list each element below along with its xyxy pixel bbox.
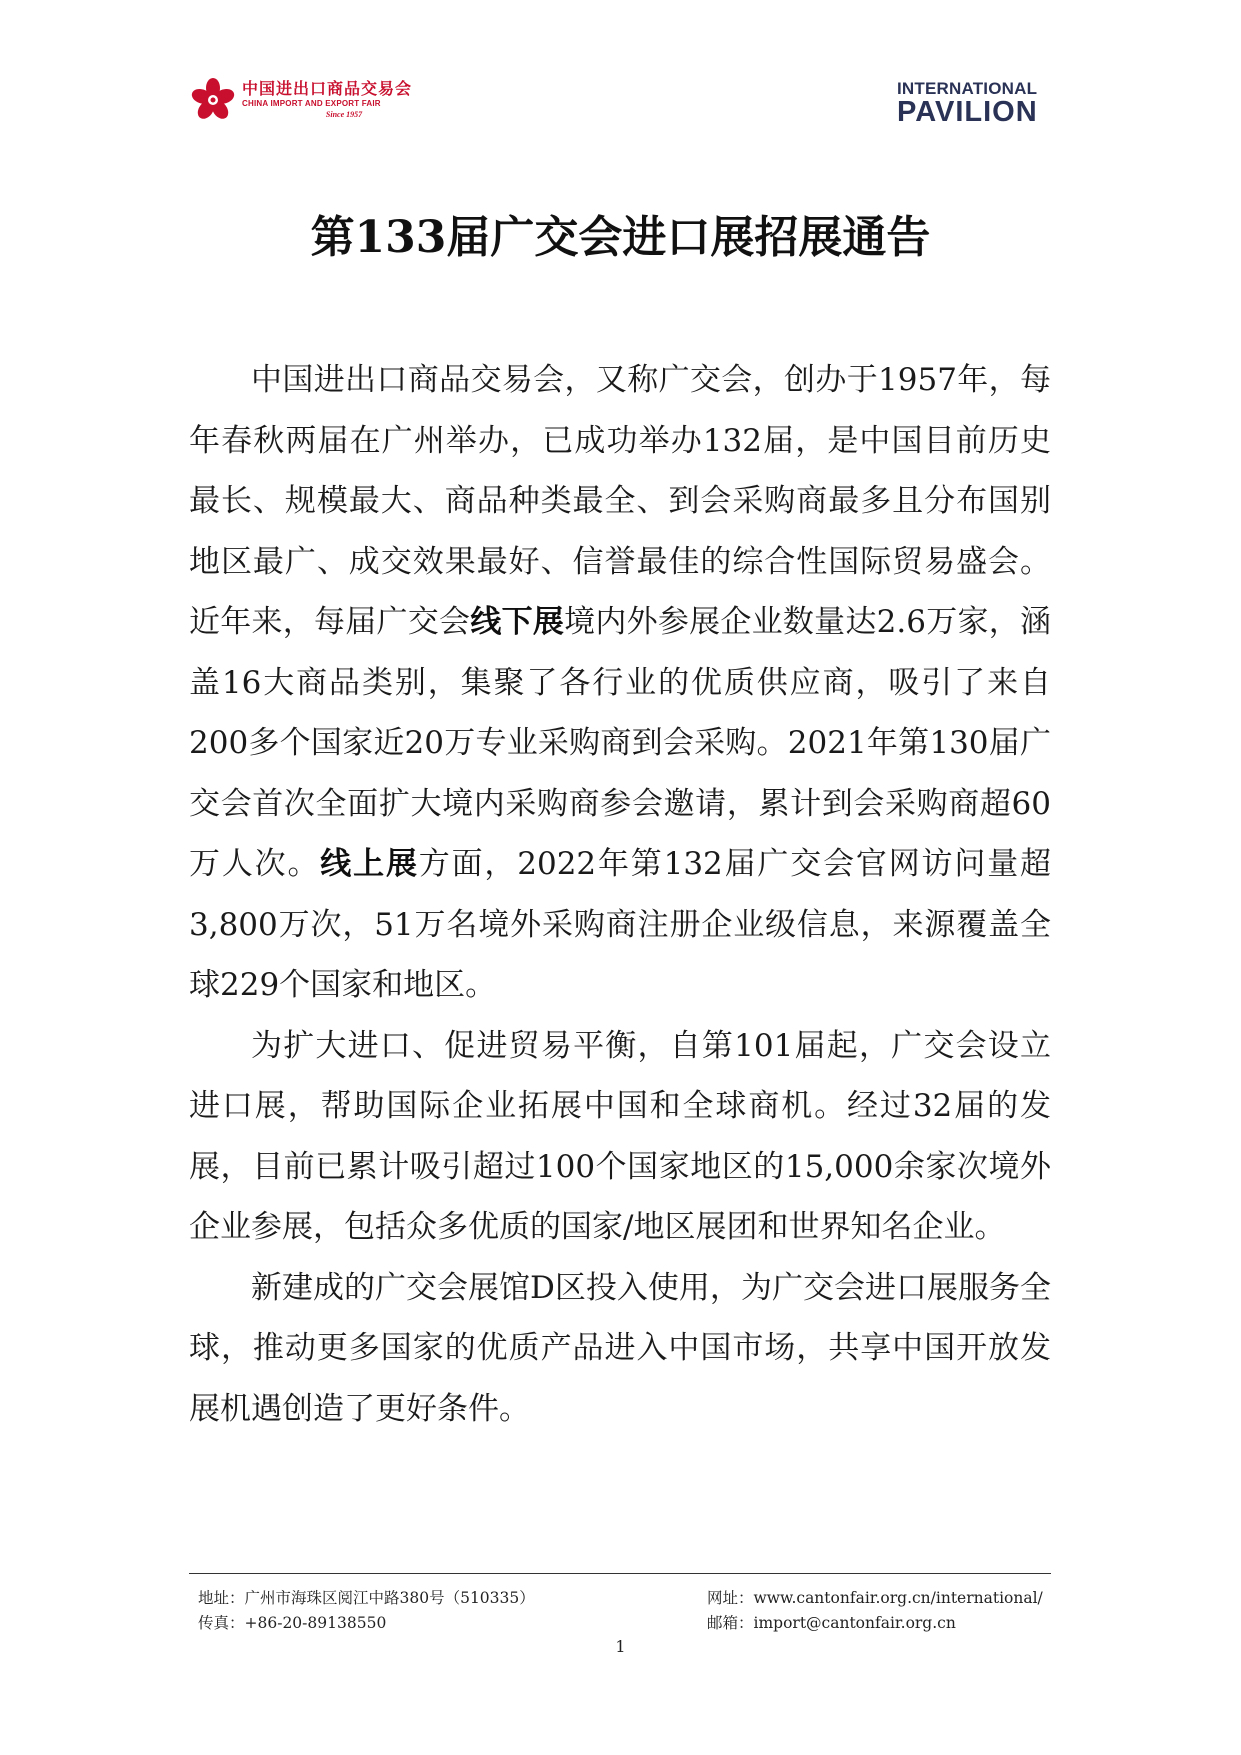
paragraph-intro: [189, 350, 1051, 1016]
page-header: [0, 0, 1241, 150]
kapok-flower-icon: [190, 77, 236, 123]
online-exhibition-emphasis: 线上展: [320, 846, 419, 882]
footer-divider: [189, 1573, 1051, 1574]
international-pavilion-logo: [897, 80, 1047, 127]
logo-chinese-name: 中国进出口商品交易会: [242, 79, 413, 98]
logo-pavilion: PAVILION: [897, 96, 1038, 128]
offline-exhibition-emphasis: 线下展: [470, 604, 565, 640]
paragraph-zone-d: 新建成的广交会展馆D区投入使用，为广交会进口展服务全球，推动更多国家的优质产品进入中国市场，共享中国开放发展机遇创造了更好条件。: [189, 1269, 1051, 1427]
logo-english-name: CHINA IMPORT AND EXPORT FAIR: [242, 99, 381, 108]
page-number: 1: [615, 1637, 626, 1656]
document-body: [189, 350, 1051, 1439]
paragraph-intro-part2: 境内外参展企业数量达2.6万家，涵盖16大商品类别，集聚了各行业的优质供应商，吸引了来自200多个国家近20万专业采购商到会采购。2021年第130届广交会首次全面扩大境内采购商参会邀请，累计到会采购商超60万人次。: [189, 604, 1052, 882]
footer-address: 地址：广州市海珠区阅江中路380号（510335）: [198, 1589, 535, 1607]
footer-fax: 传真：+86-20-89138550: [198, 1614, 387, 1632]
paragraph-import-pavilion: 为扩大进口、促进贸易平衡，自第101届起，广交会设立进口展，帮助国际企业拓展中国和全球商机。经过32届的发展，目前已累计吸引超过100个国家地区的15,000余家次境外企业参展，包括众多优质的国家/地区展团和世界知名企业。: [189, 1027, 1051, 1245]
footer-email: 邮箱：import@cantonfair.org.cn: [707, 1614, 956, 1632]
footer-website: 网址：www.cantonfair.org.cn/international/: [707, 1589, 1043, 1607]
paragraph-intro-part3: 方面，2022年第132届广交会官网访问量超3,800万次，51万名境外采购商注册企业级信息，来源覆盖全球229个国家和地区。: [189, 846, 1052, 1003]
logo-since: Since 1957: [325, 110, 363, 119]
canton-fair-logo: [190, 72, 412, 128]
document-title: 第133届广交会进口展招展通告: [310, 212, 931, 263]
paragraph-intro-part1: 中国进出口商品交易会，又称广交会，创办于1957年，每年春秋两届在广州举办，已成功举办132届，是中国目前历史最长、规模最大、商品种类最全、到会采购商最多且分布国别地区最广、成交效果最好、信誉最佳的综合性国际贸易盛会。近年来，每届广交会: [189, 362, 1051, 640]
logo-international: INTERNATIONAL: [897, 79, 1038, 98]
